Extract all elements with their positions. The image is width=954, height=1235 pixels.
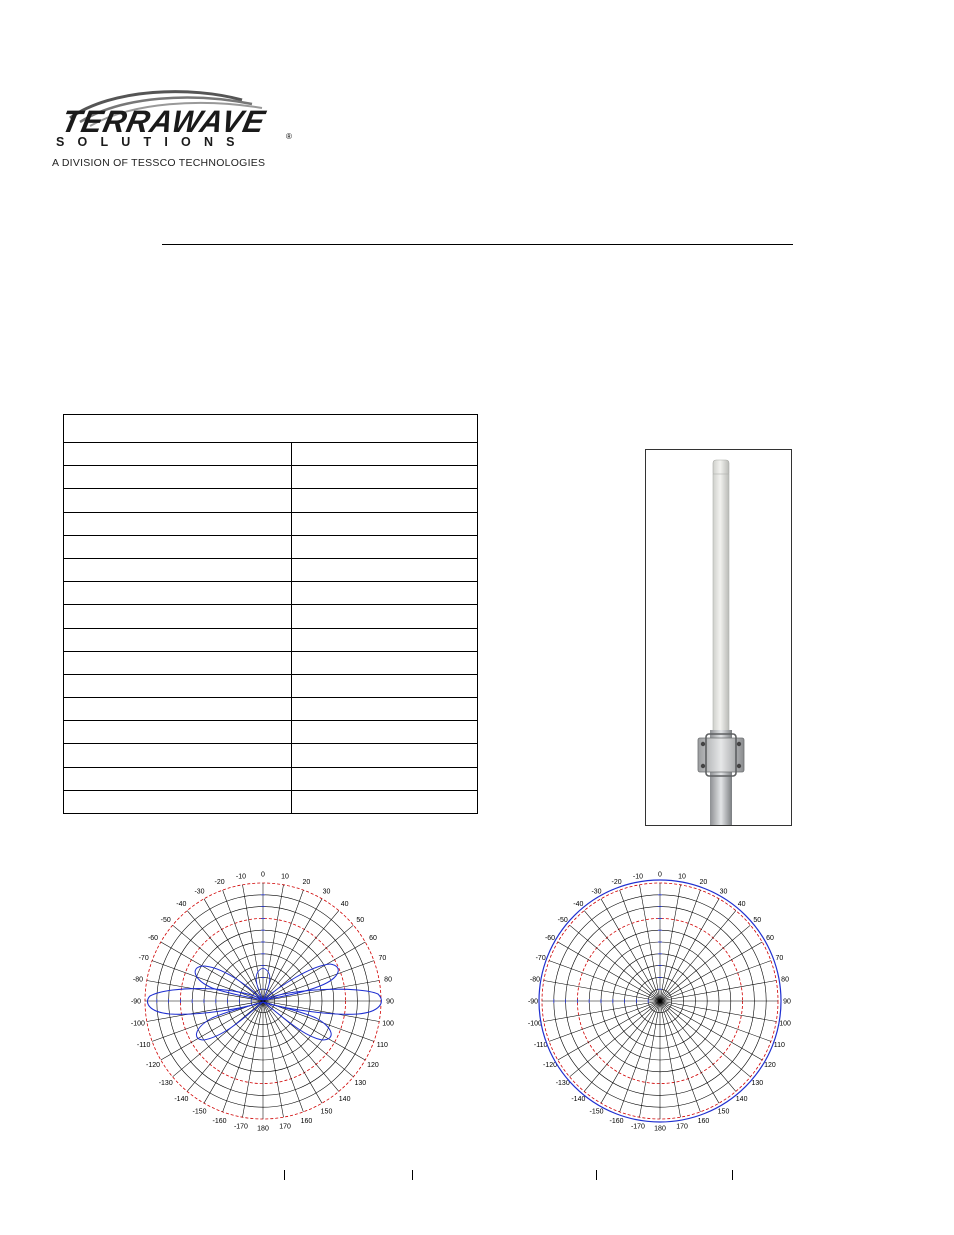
angle-label: -10 <box>632 873 644 881</box>
angle-label: -20 <box>611 879 622 887</box>
spec-value-cell <box>292 582 478 605</box>
angle-label: -150 <box>589 1108 604 1116</box>
angle-label: 50 <box>753 916 762 924</box>
spec-label-cell <box>64 558 292 581</box>
angle-label: 10 <box>281 873 289 881</box>
angle-label: -30 <box>591 888 602 896</box>
spec-row <box>64 721 478 744</box>
angle-label: -70 <box>535 955 546 963</box>
spec-row <box>64 790 478 813</box>
angle-label: 30 <box>719 888 728 896</box>
spec-value-cell <box>292 466 478 489</box>
spec-row <box>64 744 478 767</box>
angle-label: 80 <box>384 976 392 984</box>
angle-label: 50 <box>356 916 365 924</box>
spec-row <box>64 651 478 674</box>
angle-label: -70 <box>138 955 149 963</box>
spec-row <box>64 674 478 697</box>
footer-separator <box>596 1170 597 1180</box>
spec-row <box>64 535 478 558</box>
spec-row <box>64 558 478 581</box>
spec-row <box>64 512 478 535</box>
angle-label: 130 <box>751 1080 764 1088</box>
spec-table <box>63 414 478 814</box>
elevation-radiation-pattern <box>130 868 396 1134</box>
angle-label: -170 <box>630 1123 645 1131</box>
angle-label: -110 <box>136 1041 151 1049</box>
spec-value-cell <box>292 744 478 767</box>
spec-label-cell <box>64 721 292 744</box>
azimuth-radiation-pattern <box>527 868 793 1134</box>
angle-label: -160 <box>212 1117 227 1125</box>
angle-label: -60 <box>147 935 159 942</box>
spec-value-cell <box>292 489 478 512</box>
angle-label: 60 <box>369 935 377 942</box>
angle-label: 160 <box>697 1117 710 1125</box>
logo-registered-mark: ® <box>286 132 292 141</box>
spec-value-cell <box>292 535 478 558</box>
spec-table-header <box>64 415 478 443</box>
angle-label: -10 <box>235 873 247 881</box>
spec-label-cell <box>64 512 292 535</box>
angle-label: -160 <box>609 1117 624 1125</box>
spec-value-cell <box>292 674 478 697</box>
spec-value-cell <box>292 698 478 721</box>
spec-label-cell <box>64 651 292 674</box>
angle-label: 100 <box>779 1020 791 1028</box>
angle-label: 20 <box>699 879 708 887</box>
spec-value-cell <box>292 628 478 651</box>
angle-label: -30 <box>194 888 205 896</box>
angle-label: 70 <box>775 955 784 963</box>
angle-label: 150 <box>717 1108 730 1116</box>
angle-label: -80 <box>132 976 143 984</box>
angle-label: 40 <box>340 901 349 909</box>
spec-table-header-row <box>64 415 478 443</box>
spec-label-cell <box>64 489 292 512</box>
spec-label-cell <box>64 744 292 767</box>
angle-label: 90 <box>783 998 791 1006</box>
spec-row <box>64 582 478 605</box>
angle-label: -40 <box>573 901 584 909</box>
angle-label: 170 <box>279 1123 291 1131</box>
spec-value-cell <box>292 512 478 535</box>
angle-label: 120 <box>764 1062 776 1069</box>
spec-label-cell <box>64 582 292 605</box>
angle-label: -130 <box>555 1080 570 1088</box>
angle-label: -90 <box>130 998 142 1006</box>
angle-label: -140 <box>571 1095 586 1103</box>
angle-label: -50 <box>160 916 171 924</box>
spec-value-cell <box>292 443 478 466</box>
angle-label: 130 <box>354 1080 367 1088</box>
spec-label-cell <box>64 466 292 489</box>
angle-label: 170 <box>676 1123 688 1131</box>
spec-label-cell <box>64 443 292 466</box>
angle-label: 160 <box>300 1117 313 1125</box>
angle-label: 10 <box>678 873 686 881</box>
footer-separator <box>412 1170 413 1180</box>
angle-label: 20 <box>302 879 311 887</box>
angle-label: -130 <box>158 1080 173 1088</box>
angle-label: -100 <box>527 1020 542 1028</box>
angle-label: 0 <box>261 871 265 879</box>
spec-row <box>64 489 478 512</box>
angle-label: 140 <box>735 1095 748 1103</box>
angle-label: -60 <box>544 935 556 942</box>
angle-label: 80 <box>781 976 789 984</box>
angle-label: -170 <box>233 1123 248 1131</box>
angle-label: 180 <box>257 1125 269 1133</box>
angle-label: -110 <box>533 1041 548 1049</box>
spec-label-cell <box>64 767 292 790</box>
angle-label: -120 <box>146 1062 161 1069</box>
angle-label: -20 <box>214 879 225 887</box>
spec-label-cell <box>64 790 292 813</box>
spec-row <box>64 628 478 651</box>
spec-value-cell <box>292 651 478 674</box>
spec-label-cell <box>64 535 292 558</box>
angle-label: 180 <box>654 1125 666 1133</box>
spec-row <box>64 443 478 466</box>
angle-label: 100 <box>382 1020 394 1028</box>
angle-label: 150 <box>320 1108 333 1116</box>
spec-value-cell <box>292 721 478 744</box>
spec-value-cell <box>292 790 478 813</box>
spec-label-cell <box>64 605 292 628</box>
angle-label: 110 <box>773 1041 785 1049</box>
spec-label-cell <box>64 698 292 721</box>
spec-row <box>64 767 478 790</box>
logo-tagline: A DIVISION OF TESSCO TECHNOLOGIES <box>52 157 266 169</box>
footer-separator <box>284 1170 285 1180</box>
angle-label: 0 <box>658 871 662 879</box>
angle-label: -140 <box>174 1095 189 1103</box>
spec-row <box>64 698 478 721</box>
spec-value-cell <box>292 767 478 790</box>
angle-label: -80 <box>529 976 540 984</box>
spec-value-cell <box>292 605 478 628</box>
product-photo <box>645 449 792 826</box>
title-rule <box>162 244 793 245</box>
spec-row <box>64 466 478 489</box>
spec-label-cell <box>64 674 292 697</box>
spec-label-cell <box>64 628 292 651</box>
angle-label: 120 <box>367 1062 379 1069</box>
angle-label: -40 <box>176 901 187 909</box>
angle-label: 40 <box>737 901 746 909</box>
angle-label: 70 <box>378 955 387 963</box>
footer-separator <box>732 1170 733 1180</box>
antenna-illustration <box>646 450 793 827</box>
angle-label: -50 <box>557 916 568 924</box>
spec-value-cell <box>292 558 478 581</box>
angle-label: 90 <box>386 998 394 1006</box>
angle-label: -120 <box>543 1062 558 1069</box>
angle-label: 30 <box>322 888 331 896</box>
logo-subline: SOLUTIONS <box>56 135 248 149</box>
terrawave-logo <box>52 88 302 173</box>
angle-label: 140 <box>338 1095 351 1103</box>
angle-label: -150 <box>192 1108 207 1116</box>
angle-label: 60 <box>766 935 774 942</box>
spec-row <box>64 605 478 628</box>
logo-wordmark: TERRAWAVE <box>58 104 269 139</box>
angle-label: -100 <box>130 1020 145 1028</box>
angle-label: 110 <box>376 1041 388 1049</box>
angle-label: -90 <box>527 998 539 1006</box>
pattern-trace <box>147 964 381 1040</box>
